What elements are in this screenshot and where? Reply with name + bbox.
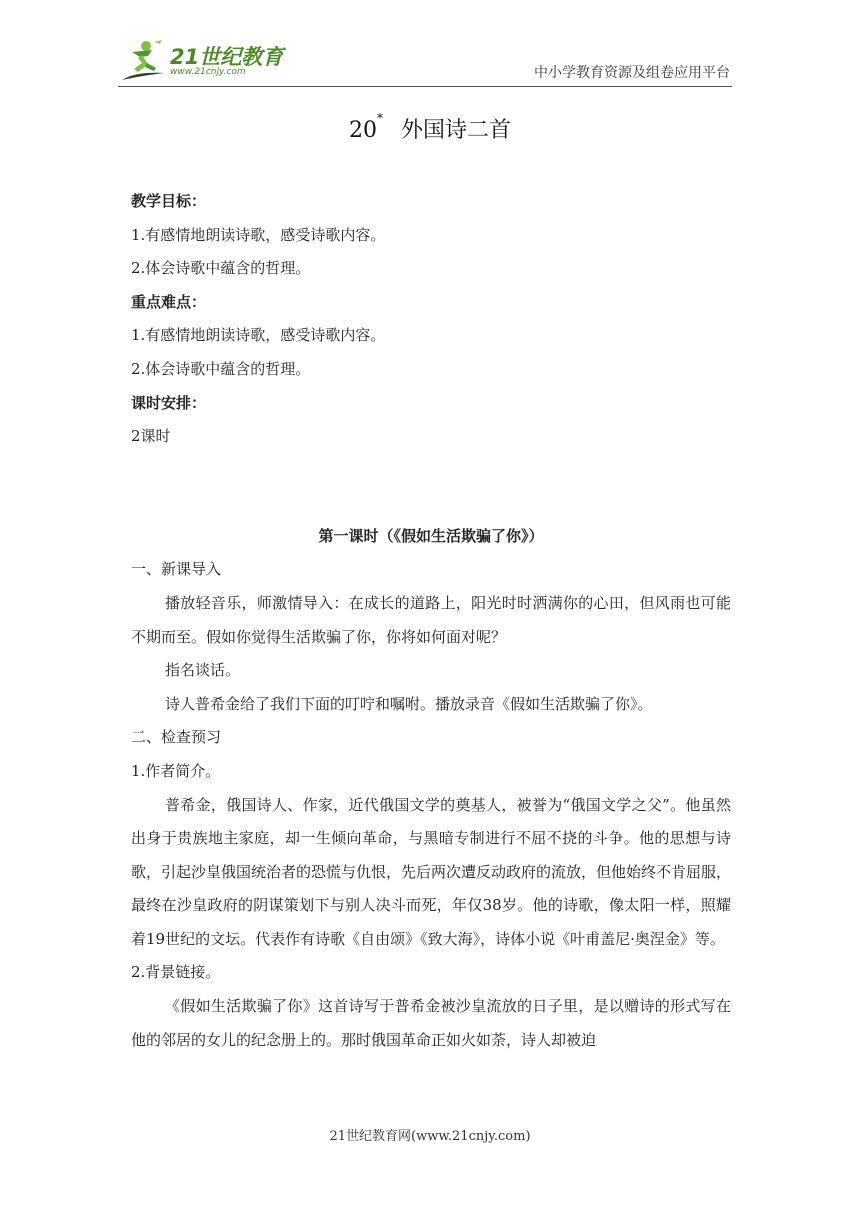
page-title xyxy=(0,113,860,144)
paragraph: 播放轻音乐，师激情导入：在成长的道路上，阳光时时洒满你的心田，但风雨也可能不期而至。假如你觉得生活欺骗了你，你将如何面对呢？ xyxy=(131,593,731,646)
header-divider xyxy=(118,86,732,87)
key-points-heading: 重点难点： xyxy=(131,292,207,311)
page-header xyxy=(0,0,860,95)
lesson-number: 20 xyxy=(348,118,377,143)
optional-mark: * xyxy=(376,111,383,125)
sub-item: 1.作者简介。 xyxy=(131,761,221,780)
platform-label: 中小学教育资源及组卷应用平台 xyxy=(534,65,730,81)
goal-item: 1.有感情地朗读诗歌，感受诗歌内容。 xyxy=(131,225,386,244)
goals-heading: 教学目标： xyxy=(131,192,207,210)
logo-text: 21世纪教育 xyxy=(170,45,284,69)
lesson-name: 外国诗二首 xyxy=(400,118,511,143)
sub-item: 2.背景链接。 xyxy=(131,963,221,982)
paragraph: 诗人普希金给了我们下面的叮咛和嘱咐。播放录音《假如生活欺骗了你》。 xyxy=(165,694,653,713)
schedule-value: 2课时 xyxy=(131,427,171,446)
document-body xyxy=(131,185,731,1057)
lesson-section-title: 第一课时（《假如生活欺骗了你》） xyxy=(318,526,544,545)
goal-item: 2.体会诗歌中蕴含的哲理。 xyxy=(131,259,311,278)
paragraph: 普希金，俄国诗人、作家，近代俄国文学的奠基人，被誉为“俄国文学之父”。他虽然出身于贵族地主家庭，却一生倾向革命，与黑暗专制进行不屈不挠的斗争。他的思想与诗歌，引起沙皇俄国统治者的恐慌与仇恨，先后两次遭反动政府的流放，但他始终不肯屈服，最终在沙皇政府的阴谋策划下与别人决斗而死，年仅38岁。他的诗歌，像太阳一样，照耀着19世纪的文坛。代表作有诗歌《自由颂》《致大海》，诗体小说《叶甫盖尼·奥涅金》等。 xyxy=(131,795,732,948)
page-footer: 21世纪教育网(www.21cnjy.com) xyxy=(329,1129,531,1144)
logo-url: www.21cnjy.com xyxy=(170,67,246,77)
section-heading: 一、新课导入 xyxy=(131,560,222,579)
paragraph: 《假如生活欺骗了你》这首诗写于普希金被沙皇流放的日子里，是以赠诗的形式写在他的邻居的女儿的纪念册上的。那时俄国革命正如火如荼，诗人却被迫 xyxy=(131,997,731,1049)
key-point-item: 1.有感情地朗读诗歌，感受诗歌内容。 xyxy=(131,326,386,345)
schedule-heading: 课时安排： xyxy=(131,393,207,412)
site-logo[interactable] xyxy=(118,38,288,84)
runner-logo-icon xyxy=(118,38,168,84)
key-point-item: 2.体会诗歌中蕴含的哲理。 xyxy=(131,359,311,378)
section-heading: 二、检查预习 xyxy=(131,728,222,747)
paragraph: 指名谈话。 xyxy=(165,661,241,680)
